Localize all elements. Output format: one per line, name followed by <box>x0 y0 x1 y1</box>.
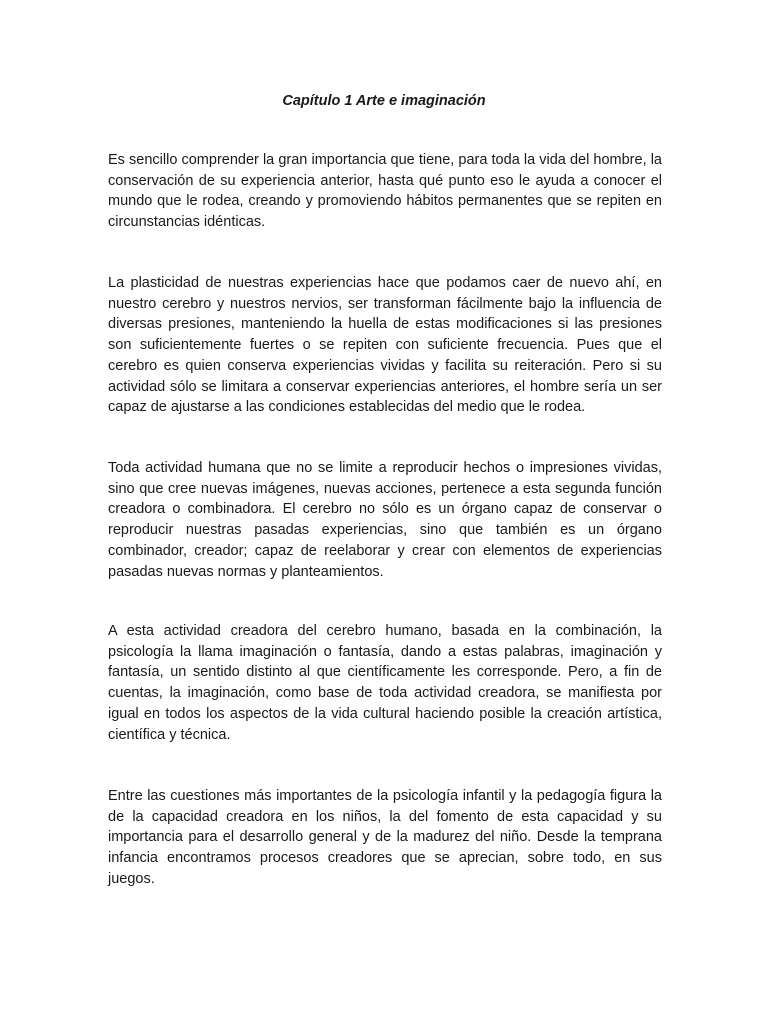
paragraph-3: Toda actividad humana que no se limite a reproducir hechos o impresiones vividas, sino que cree nuevas imágenes, nuevas acciones, pertenece a esta segunda función creadora o combinadora. El cerebro no sólo es un órgano capaz de conservar o reproducir nuestras pasadas experiencias, sino que también es un órgano combinador, creador; capaz de reelaborar y crear con elementos de experiencias pasadas nuevas normas y planteamientos. <box>108 460 662 580</box>
chapter-title: Capítulo 1 Arte e imaginación <box>282 93 486 109</box>
paragraph-1: Es sencillo comprender la gran importancia que tiene, para toda la vida del hombre, la conservación de su experiencia anterior, hasta qué punto eso le ayuda a conocer el mundo que le rodea, creando y promoviendo hábitos permanentes que se repiten en circunstancias idénticas. <box>108 152 662 231</box>
paragraph-4: A esta actividad creadora del cerebro humano, basada en la combinación, la psicología la llama imaginación o fantasía, dando a estas palabras, imaginación y fantasía, un sentido distinto al que científicamente les corresponde. Pero, a fin de cuentas, la imaginación, como base de toda actividad creadora, se manifiesta por igual en todos los aspectos de la vida cultural haciendo posible la creación artística, científica y técnica. <box>108 623 662 743</box>
paragraph-2: La plasticidad de nuestras experiencias hace que podamos caer de nuevo ahí, en nuestro cerebro y nuestros nervios, ser transforman fácilmente bajo la influencia de diversas presiones, manteniendo la huella de estas modificaciones si las presiones son suficientemente fuertes o se repiten con suficiente frecuencia. Pues que el cerebro es quien conserva experiencias vividas y facilita su reiteración. Pero si su actividad sólo se limitara a conservar experiencias anteriores, el hombre sería un ser capaz de ajustarse a las condiciones establecidas del medio que le rodea. <box>108 275 662 416</box>
paragraph-5: Entre las cuestiones más importantes de la psicología infantil y la pedagogía figura la de la capacidad creadora en los niños, la del fomento de esta capacidad y su importancia para el desarrollo general y de la madurez del niño. Desde la temprana infancia encontramos procesos creadores que se aprecian, sobre todo, en sus juegos. <box>108 788 662 887</box>
